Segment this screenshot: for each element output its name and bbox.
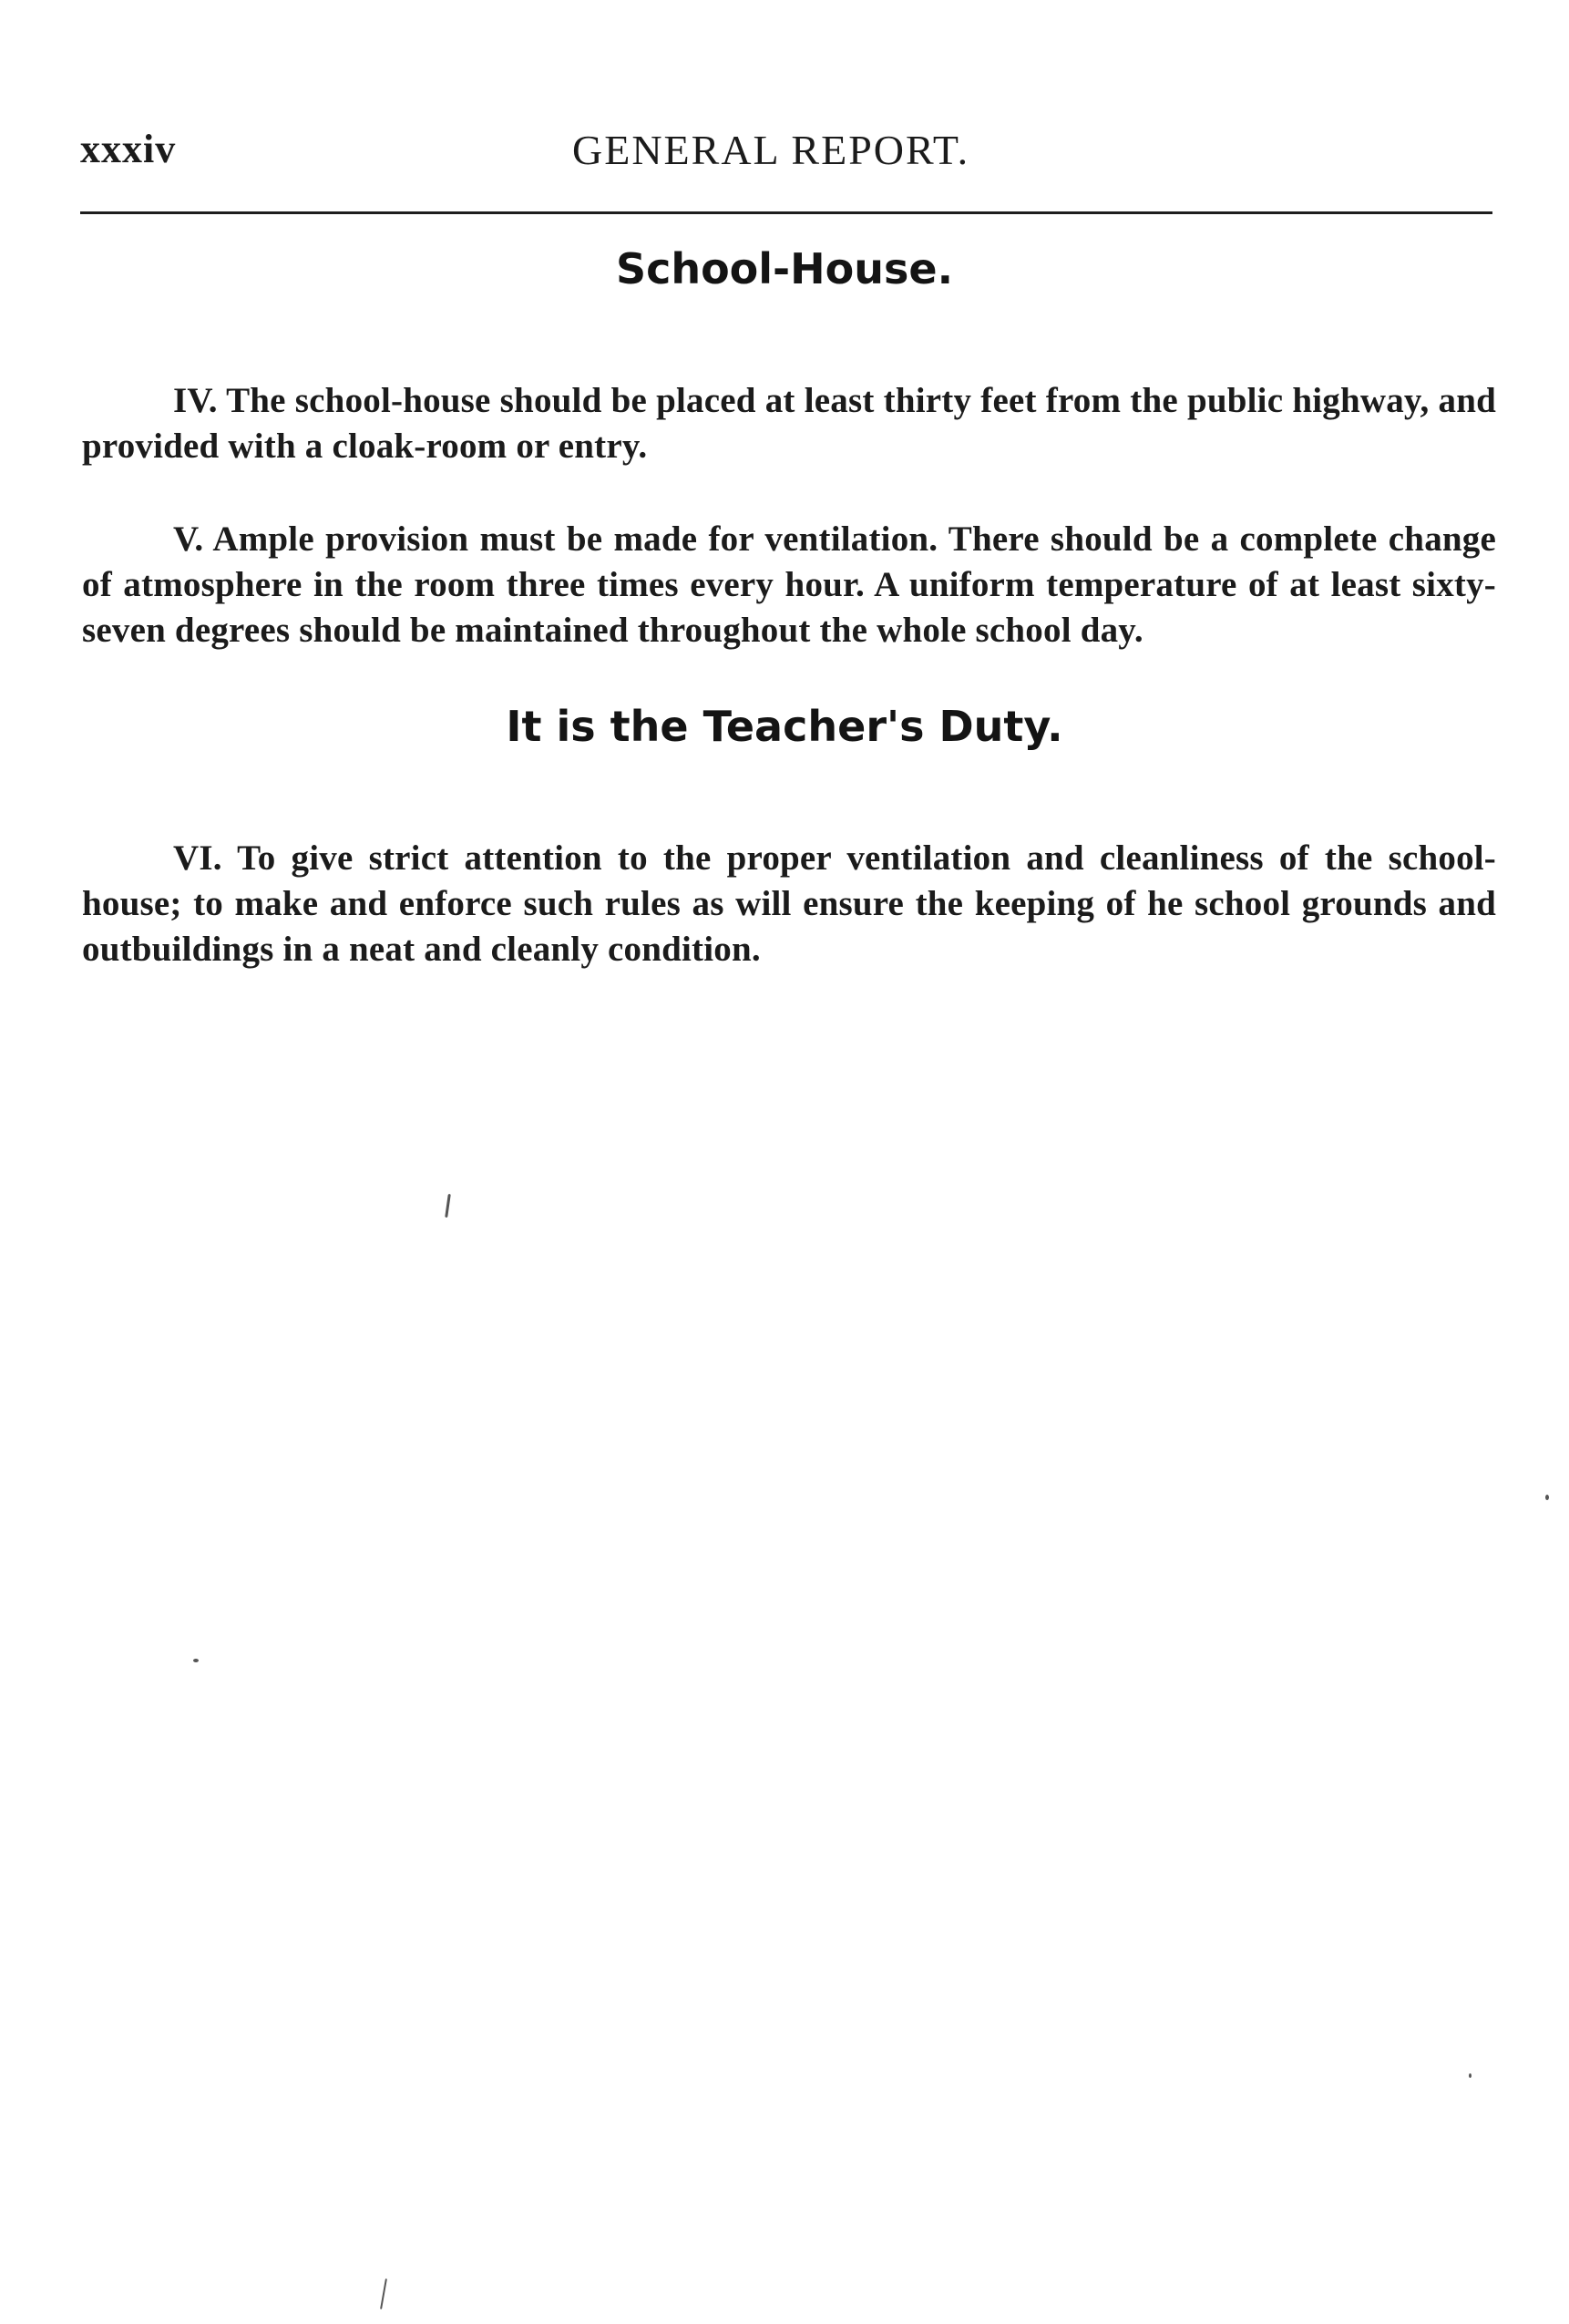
section-heading-teachers-duty: It is the Teacher's Duty.	[506, 702, 1063, 751]
scan-speck	[380, 2278, 387, 2309]
running-title: GENERAL REPORT.	[572, 127, 970, 173]
paragraph-iv	[82, 378, 1496, 469]
page-number: xxxiv	[80, 127, 177, 171]
scan-speck	[445, 1194, 451, 1218]
paragraph-vi	[82, 836, 1496, 972]
scan-speck	[1469, 2073, 1472, 2078]
section-heading-school-house: School-House.	[615, 244, 954, 293]
paragraph-v-text: V. Ample provision must be made for ventilation. There should be a complete change of atmosphere in the room three times every hour. A uniform temperature of at least sixty-seven degrees should be maintained throughout the whole school day.	[82, 519, 1496, 650]
paragraph-iv-text: IV. The school-house should be placed at least thirty feet from the public highway, and provided with a cloak-room or entry.	[82, 381, 1496, 466]
paragraph-vi-text: VI. To give strict attention to the proper ventilation and cleanliness of the school-house; to make and enforce such rules as will ensure the keeping of he school grounds and outbuildings in a neat and cleanly condition.	[82, 838, 1496, 969]
scan-speck	[193, 1659, 199, 1662]
scan-speck	[1545, 1495, 1549, 1500]
paragraph-v	[82, 517, 1496, 653]
running-head	[80, 126, 1492, 190]
header-rule	[80, 211, 1492, 214]
